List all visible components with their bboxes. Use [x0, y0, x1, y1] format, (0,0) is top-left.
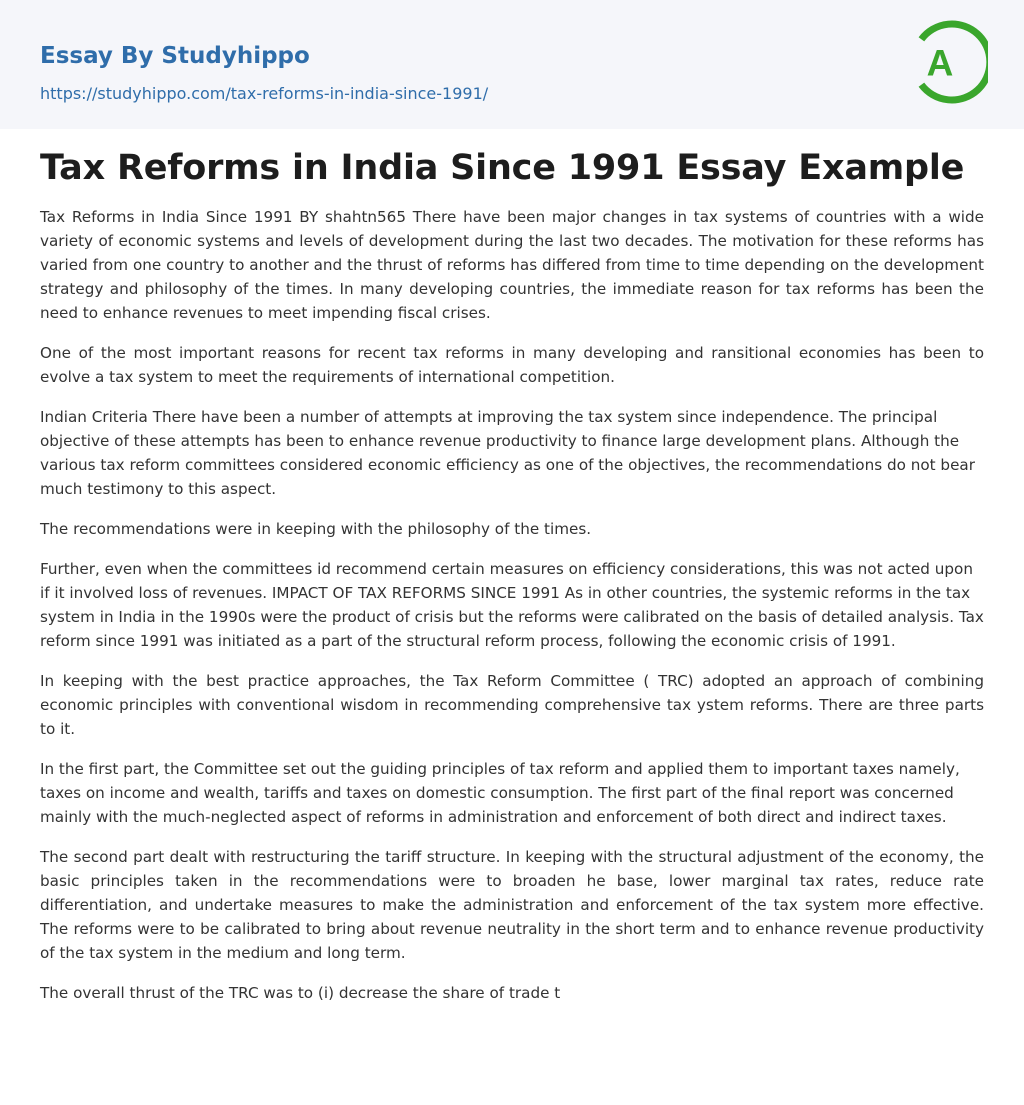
- paragraph: One of the most important reasons for recent tax reforms in many developing and ransitional economies has been to evolve a tax system to meet the requirements of international competition.: [40, 344, 984, 386]
- paragraph: Further, even when the committees id recommend certain measures on efficiency considerations, this was not acted upon if it involved loss of revenues. IMPACT OF TAX REFORMS SINCE 1991 As in other countries, the systemic reforms in the tax system in India in the 1990s were the product of crisis but the reforms were calibrated on the basis of detailed analysis. Tax reform since 1991 was initiated as a part of the structural reform process, following the economic crisis of 1991.: [40, 560, 984, 650]
- logo-letter: A: [926, 42, 954, 84]
- paragraph: Tax Reforms in India Since 1991 BY shahtn565 There have been major changes in tax systems of countries with a wide variety of economic systems and levels of development during the last two decades. The motivation for these reforms has varied from one country to another and the thrust of reforms has differed from time to time depending on the development strategy and philosophy of the times. In many developing countries, the immediate reason for tax reforms has been the need to enhance revenues to meet impending fiscal crises.: [40, 208, 984, 322]
- page-title: Tax Reforms in India Since 1991 Essay Example: [40, 148, 965, 188]
- paragraph: Indian Criteria There have been a number of attempts at improving the tax system since independence. The principal objective of these attempts has been to enhance revenue productivity to finance large development plans. Although the various tax reform committees considered economic efficiency as one of the objectives, the recommendations do not bear much testimony to this aspect.: [40, 408, 975, 498]
- site-header: [0, 0, 1024, 129]
- paragraph: The recommendations were in keeping with the philosophy of the times.: [40, 520, 592, 538]
- paragraph: In the first part, the Committee set out the guiding principles of tax reform and applied them to important taxes namely, taxes on income and wealth, tariffs and taxes on domestic consumption. The first part of the final report was concerned mainly with the much-neglected aspect of reforms in administration and enforcement of both direct and indirect taxes.: [40, 760, 960, 826]
- studyhippo-logo-icon[interactable]: [912, 18, 988, 106]
- site-brand[interactable]: Essay By Studyhippo: [40, 43, 310, 69]
- paragraph: In keeping with the best practice approaches, the Tax Reform Committee ( TRC) adopted an approach of combining economic principles with conventional wisdom in recommending comprehensive tax ystem reforms. There are three parts to it.: [40, 672, 984, 738]
- page-url-link[interactable]: https://studyhippo.com/tax-reforms-in-india-since-1991/: [40, 84, 489, 103]
- paragraph: The second part dealt with restructuring the tariff structure. In keeping with the structural adjustment of the economy, the basic principles taken in the recommendations were to broaden he base, lower marginal tax rates, reduce rate differentiation, and undertake measures to make the administration and enforcement of the tax system more effective. The reforms were to be calibrated to bring about revenue neutrality in the short term and to enhance revenue productivity of the tax system in the medium and long term.: [40, 848, 984, 962]
- article-body: [40, 205, 984, 1005]
- paragraph: The overall thrust of the TRC was to (i) decrease the share of trade t: [40, 984, 561, 1002]
